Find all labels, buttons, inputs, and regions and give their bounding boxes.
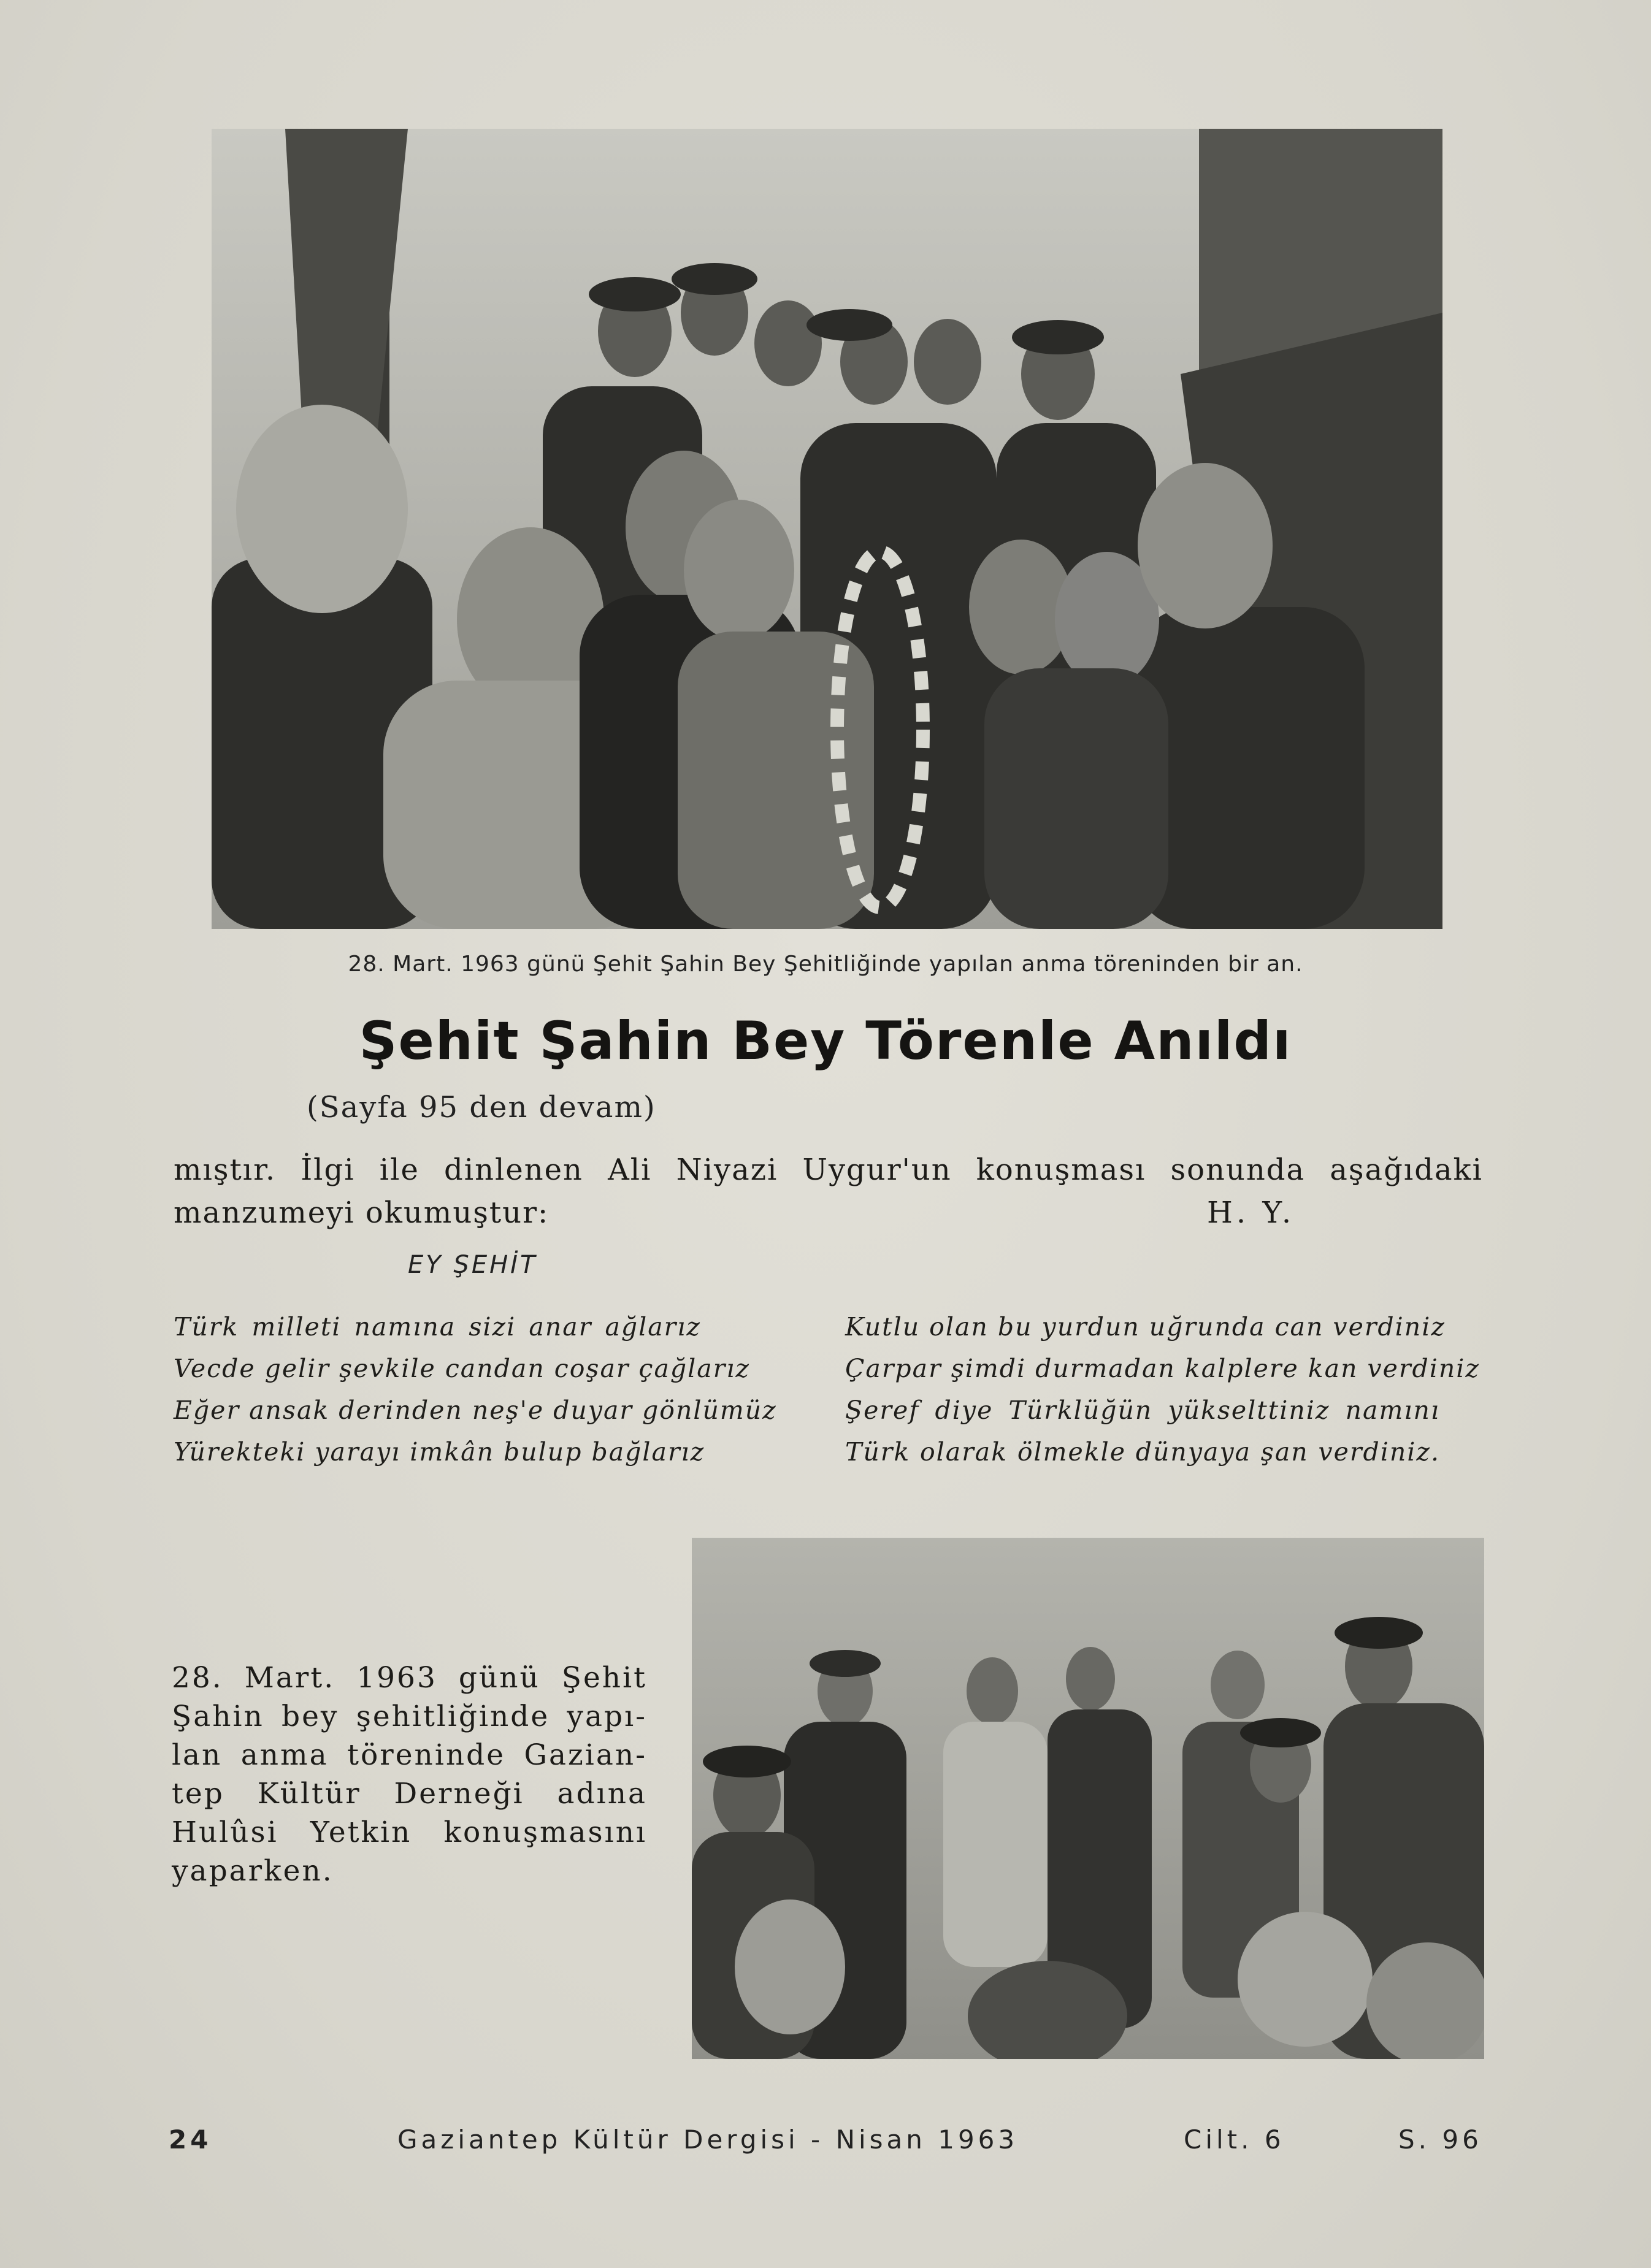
volume-number: Cilt. 6 <box>1184 2125 1285 2155</box>
ceremony-photo-top <box>212 129 1442 929</box>
caption-line: Hulûsi Yetkin konuşmasını <box>172 1816 647 1849</box>
photo-caption-bottom <box>172 1659 647 1890</box>
poem-title: EY ŞEHİT <box>408 1251 538 1279</box>
ceremony-photo-bottom <box>692 1538 1484 2059</box>
issue-number: S. 96 <box>1398 2125 1482 2155</box>
caption-line: lan anma töreninde Gazian- <box>172 1738 647 1772</box>
caption-line: yaparken. <box>172 1854 334 1888</box>
poem-stanza-right <box>845 1306 1481 1473</box>
page-number: 24 <box>169 2125 212 2155</box>
poem-verse: Eğer ansak derinden neş'e duyar gönlümüz <box>174 1396 777 1425</box>
poem-verse: Şeref diye Türklüğün yükselttiniz namını <box>845 1396 1440 1425</box>
poem-verse: Yürekteki yarayı imkân bulup bağlarız <box>174 1437 705 1467</box>
continued-note: (Sayfa 95 den devam) <box>307 1090 656 1124</box>
magazine-name: Gaziantep Kültür Dergisi - Nisan 1963 <box>397 2125 1019 2155</box>
poem-verse: Türk olarak ölmekle dünyaya şan verdiniz. <box>845 1437 1440 1467</box>
poem-verse: Türk milleti namına sizi anar ağlarız <box>174 1312 701 1342</box>
article-headline: Şehit Şahin Bey Törenle Anıldı <box>359 1010 1292 1072</box>
poem-verse: Vecde gelir şevkile candan coşar çağlarız <box>174 1354 751 1383</box>
caption-line: 28. Mart. 1963 günü Şehit <box>172 1661 647 1695</box>
photo-caption-top: 28. Mart. 1963 günü Şehit Şahin Bey Şehitliğinde yapılan anma töreninden bir an. <box>348 952 1303 977</box>
body-text-line: manzumeyi okumuştur: <box>174 1196 550 1230</box>
poem-stanza-left <box>174 1306 777 1473</box>
body-text-line: mıştır. İlgi ile dinlenen Ali Niyazi Uygur'un konuşması sonunda aşağıdaki <box>174 1153 1483 1187</box>
poem-verse: Çarpar şimdi durmadan kalplere kan verdiniz <box>845 1354 1481 1383</box>
caption-line: Şahin bey şehitliğinde yapı- <box>172 1700 647 1733</box>
poem-verse: Kutlu olan bu yurdun uğrunda can verdiniz <box>845 1312 1446 1342</box>
author-initials: H. Y. <box>1207 1196 1295 1230</box>
caption-line: tep Kültür Derneği adına <box>172 1777 647 1811</box>
